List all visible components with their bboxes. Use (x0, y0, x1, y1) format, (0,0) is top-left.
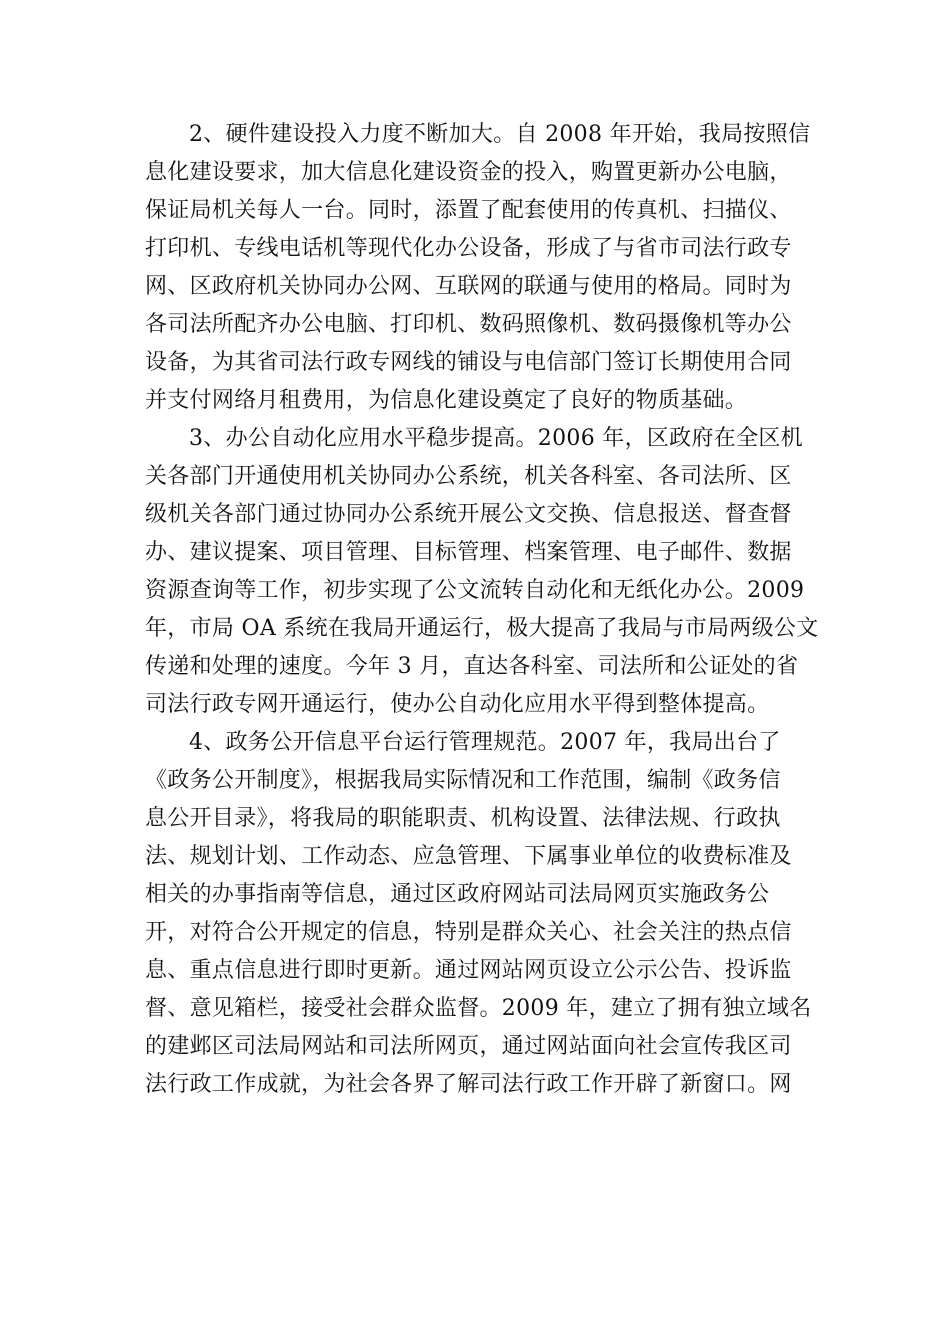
text-line: 息化建设要求，加大信息化建设资金的投入，购置更新办公电脑， (145, 160, 792, 185)
text-line: 保证局机关每人一台。同时，添置了配套使用的传真机、扫描仪、 (145, 198, 792, 223)
text-line: 法行政工作成就，为社会各界了解司法行政工作开辟了新窗口。网 (145, 1072, 792, 1097)
text-line: 相关的办事指南等信息，通过区政府网站司法局网页实施政务公 (145, 882, 770, 907)
text-line: 关各部门开通使用机关协同办公系统，机关各科室、各司法所、区 (145, 464, 792, 489)
text-line: 传递和处理的速度。今年 3 月，直达各科室、司法所和公证处的省 (145, 654, 799, 679)
text-line: 资源查询等工作，初步实现了公文流转自动化和无纸化办公。2009 (145, 578, 805, 603)
text-line: 法、规划计划、工作动态、应急管理、下属事业单位的收费标准及 (145, 844, 792, 869)
text-line: 督、意见箱栏，接受社会群众监督。2009 年，建立了拥有独立域名 (145, 996, 812, 1021)
text-line: 各司法所配齐办公电脑、打印机、数码照像机、数码摄像机等办公 (145, 312, 792, 337)
text-line: 设备，为其省司法行政专网线的铺设与电信部门签订长期使用合同 (145, 350, 792, 375)
text-line: 打印机、专线电话机等现代化办公设备，形成了与省市司法行政专 (145, 236, 792, 261)
paragraph-hardware (145, 116, 810, 420)
text-line: 开，对符合公开规定的信息，特别是群众关心、社会关注的热点信 (145, 920, 792, 945)
text-line: 2、硬件建设投入力度不断加大。自 2008 年开始，我局按照信 (189, 122, 811, 147)
text-line: 《政务公开制度》，根据我局实际情况和工作范围，编制《政务信 (145, 768, 781, 793)
text-line: 息公开目录》，将我局的职能职责、机构设置、法律法规、行政执 (145, 806, 781, 831)
paragraph-government-affairs (145, 724, 810, 1104)
text-line: 的建邺区司法局网站和司法所网页，通过网站面向社会宣传我区司 (145, 1034, 792, 1059)
text-line: 3、办公自动化应用水平稳步提高。2006 年，区政府在全区机 (189, 426, 803, 451)
text-line: 年，市局 OA 系统在我局开通运行，极大提高了我局与市局两级公文 (145, 616, 819, 641)
text-line: 级机关各部门通过协同办公系统开展公文交换、信息报送、督查督 (145, 502, 792, 527)
document-body (145, 116, 819, 1104)
text-line: 4、政务公开信息平台运行管理规范。2007 年，我局出台了 (189, 730, 781, 755)
text-line: 并支付网络月租费用，为信息化建设奠定了良好的物质基础。 (145, 388, 748, 413)
text-line: 办、建议提案、项目管理、目标管理、档案管理、电子邮件、数据 (145, 540, 792, 565)
text-line: 司法行政专网开通运行，使办公自动化应用水平得到整体提高。 (145, 692, 770, 717)
text-line: 息、重点信息进行即时更新。通过网站网页设立公示公告、投诉监 (145, 958, 792, 983)
text-line: 网、区政府机关协同办公网、互联网的联通与使用的格局。同时为 (145, 274, 792, 299)
paragraph-office-automation (145, 420, 819, 724)
